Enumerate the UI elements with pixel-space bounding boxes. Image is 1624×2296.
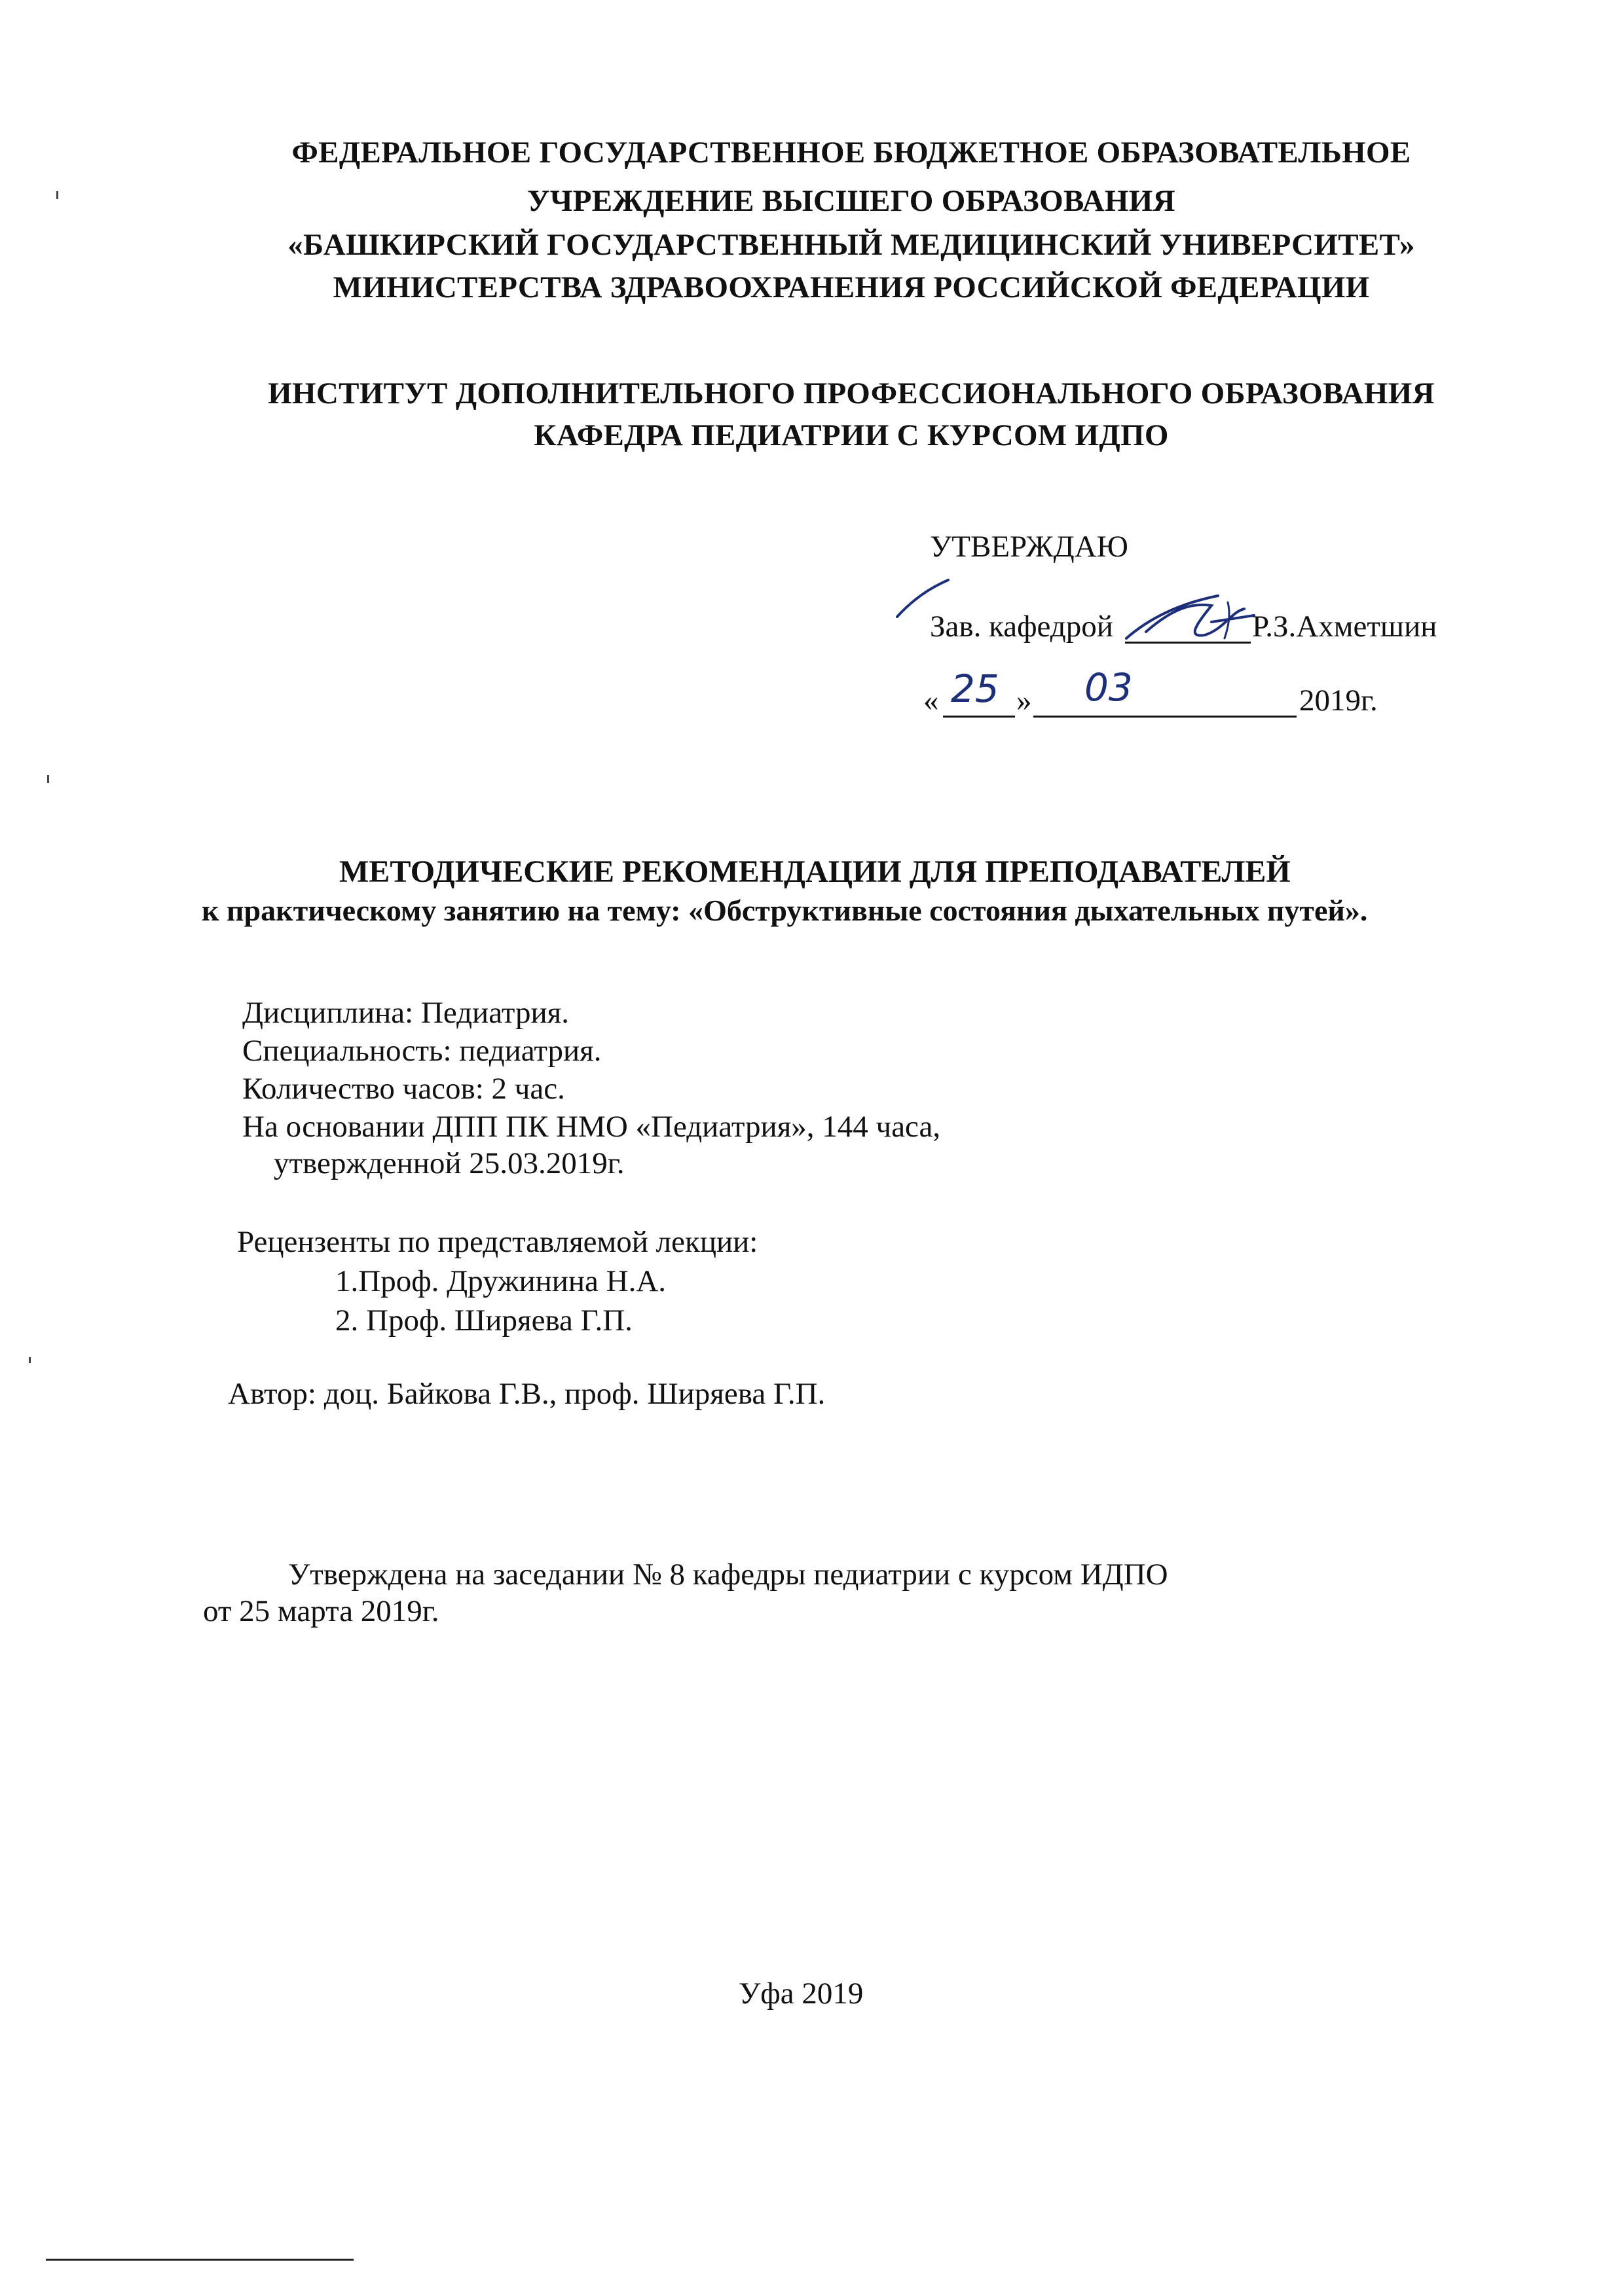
meeting-line-2: от 25 марта 2019г. bbox=[203, 1594, 439, 1628]
hours: Количество часов: 2 час. bbox=[242, 1072, 565, 1106]
reviewer-item: 2. Проф. Ширяева Г.П. bbox=[335, 1303, 633, 1338]
basis-line-2: утвержденной 25.03.2019г. bbox=[274, 1146, 625, 1180]
approval-title: УТВЕРЖДАЮ bbox=[930, 530, 1128, 564]
date-day-handwritten: 25 bbox=[951, 666, 999, 711]
scan-mark bbox=[29, 1357, 31, 1363]
author: Автор: доц. Байкова Г.В., проф. Ширяева Г.П. bbox=[228, 1377, 826, 1411]
header-line-3: «БАШКИРСКИЙ ГОСУДАРСТВЕННЫЙ МЕДИЦИНСКИЙ УНИВЕРСИТЕТ» bbox=[287, 228, 1415, 262]
scan-mark bbox=[47, 775, 49, 783]
date-open-quote: « bbox=[923, 683, 939, 718]
basis-line-1: На основании ДПП ПК НМО «Педиатрия», 144 часа, bbox=[242, 1110, 941, 1144]
reviewers-heading: Рецензенты по представляемой лекции: bbox=[237, 1225, 758, 1259]
date-month-handwritten: 03 bbox=[1084, 665, 1133, 710]
date-year: 2019г. bbox=[1299, 683, 1378, 718]
header-line-4: МИНИСТЕРСТВА ЗДРАВООХРАНЕНИЯ РОССИЙСКОЙ ФЕДЕРАЦИИ bbox=[333, 270, 1370, 304]
specialty: Специальность: педиатрия. bbox=[242, 1034, 602, 1068]
date-close-quote: » bbox=[1016, 683, 1032, 718]
footer-rule bbox=[46, 2259, 354, 2261]
header-line-2: УЧРЕЖДЕНИЕ ВЫСШЕГО ОБРАЗОВАНИЯ bbox=[527, 184, 1175, 218]
reviewer-item: 1.Проф. Дружинина Н.А. bbox=[335, 1264, 667, 1298]
head-of-department-label: Зав. кафедрой bbox=[930, 610, 1113, 644]
head-signature bbox=[1113, 576, 1270, 655]
document-title: МЕТОДИЧЕСКИЕ РЕКОМЕНДАЦИИ ДЛЯ ПРЕПОДАВАТЕЛЕЙ bbox=[339, 854, 1291, 889]
place-year: Уфа 2019 bbox=[739, 1977, 864, 2011]
institute-line-2: КАФЕДРА ПЕДИАТРИИ С КУРСОМ ИДПО bbox=[534, 418, 1169, 452]
discipline: Дисциплина: Педиатрия. bbox=[242, 996, 569, 1030]
meeting-line-1: Утверждена на заседании № 8 кафедры педиатрии с курсом ИДПО bbox=[288, 1558, 1168, 1592]
date-month-blank bbox=[1033, 689, 1297, 718]
header-line-1: ФЕДЕРАЛЬНОЕ ГОСУДАРСТВЕННОЕ БЮДЖЕТНОЕ ОБРАЗОВАТЕЛЬНОЕ bbox=[291, 136, 1411, 170]
document-subtitle: к практическому занятию на тему: «Обструктивные состояния дыхательных путей». bbox=[202, 894, 1368, 927]
head-of-department-name: Р.З.Ахметшин bbox=[1252, 610, 1437, 644]
institute-line-1: ИНСТИТУТ ДОПОЛНИТЕЛЬНОГО ПРОФЕССИОНАЛЬНОГО ОБРАЗОВАНИЯ bbox=[268, 376, 1435, 410]
